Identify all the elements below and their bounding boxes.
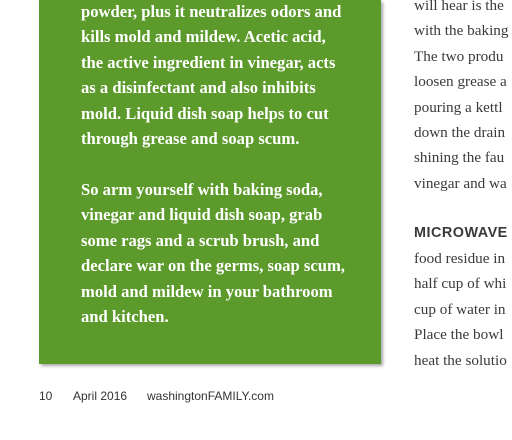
article-line: cup of water in (414, 300, 506, 318)
article-text-top (414, 0, 508, 196)
article-text-bottom (414, 246, 507, 373)
article-line: Place the bowl (414, 326, 504, 344)
sidebar-line: vinegar and liquid dish soap, grab (81, 205, 323, 225)
sidebar-line: declare war on the germs, soap scum, (81, 256, 345, 276)
sidebar-line: as a disinfectant and also inhibits (81, 78, 316, 98)
article-line: heat the solutio (414, 351, 507, 369)
issue-date: April 2016 (73, 389, 128, 403)
article-line: food residue in (414, 250, 506, 267)
page-number: 10 (39, 389, 53, 403)
section-heading: MICROWAVE (414, 225, 508, 241)
article-line: shining the fau (414, 149, 505, 167)
article-line: vinegar and wa (414, 174, 507, 192)
article-line: half cup of whi (414, 275, 507, 293)
sidebar-line: the active ingredient in vinegar, acts (81, 52, 336, 72)
sidebar-paragraph-2 (81, 177, 351, 329)
sidebar-line: powder, plus it neutralizes odors and (81, 2, 342, 21)
article-line: will hear is the (414, 0, 504, 14)
article-column (414, 0, 512, 440)
sidebar-line: some rags and a scrub brush, and (81, 230, 320, 250)
article-line: down the drain (414, 124, 506, 142)
article-line: with the baking (414, 22, 509, 40)
sidebar-line: mold and mildew in your bathroom (81, 281, 333, 301)
sidebar-line: So arm yourself with baking soda, (81, 180, 323, 199)
sidebar-line: mold. Liquid dish soap helps to cut (81, 103, 329, 123)
article-line: pouring a kettl (414, 98, 503, 116)
sidebar-line: kills mold and mildew. Acetic acid, (81, 27, 326, 47)
sidebar-paragraph-1 (81, 0, 351, 151)
sidebar-line: and kitchen. (81, 307, 169, 327)
article-line: The two produ (414, 47, 504, 65)
sidebar-line: through grease and soap scum. (81, 129, 300, 149)
site-url: washingtonFAMILY.com (147, 389, 274, 403)
article-line: loosen grease a (414, 73, 507, 91)
